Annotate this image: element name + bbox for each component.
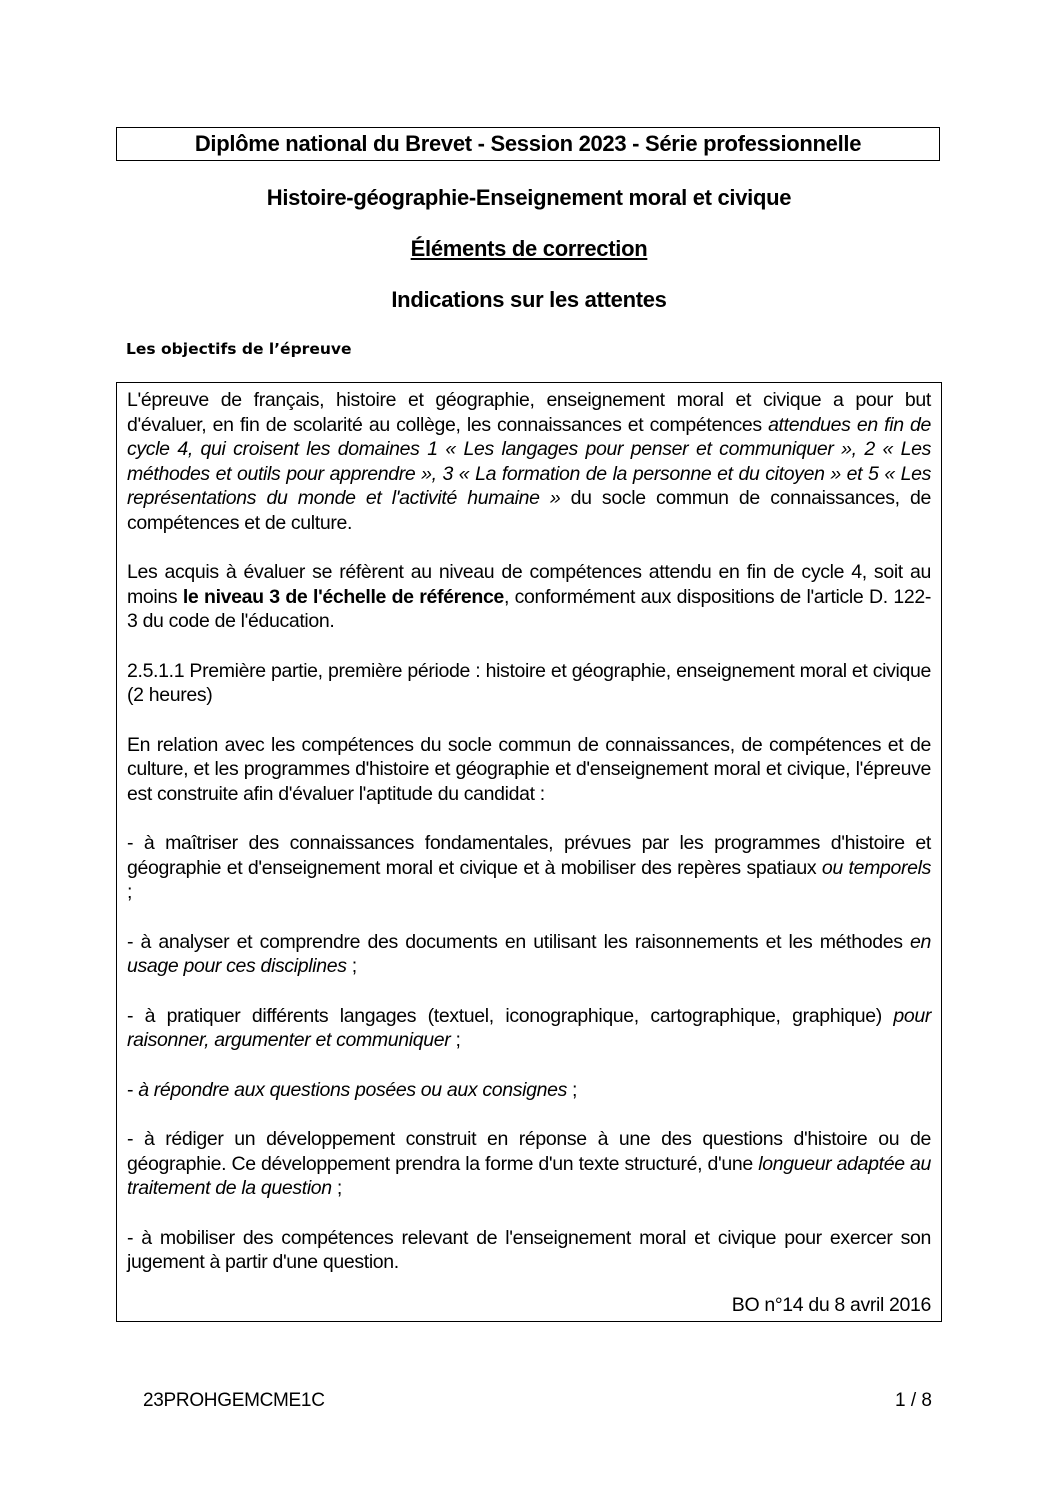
text-span: - à pratiquer différents langages (textuel, iconographique, cartographique, graphique) xyxy=(127,1004,894,1027)
bold-span: le niveau 3 de l'échelle de référence xyxy=(182,585,504,608)
indications-heading: Indications sur les attentes xyxy=(391,287,667,312)
list-item xyxy=(127,1078,931,1103)
paragraph-acquis xyxy=(127,560,931,634)
list-item xyxy=(127,1004,931,1053)
list-item xyxy=(127,1127,931,1201)
text-span: - à mobiliser des compétences relevant de l'enseignement moral et civique pour exercer son jugement à partir d'une question. xyxy=(127,1226,931,1273)
italic-span: ou temporels xyxy=(821,856,931,879)
section-label-objectives: Les objectifs de l’épreuve xyxy=(126,340,352,358)
text-span: ; xyxy=(346,955,357,977)
list-item xyxy=(127,831,931,905)
text-span: Les acquis à évaluer se réfèrent au niveau de compétences attendu en fin de cycle 4, soit au moins xyxy=(127,561,931,608)
text-span: du socle commun de connaissances, de compétences et de culture. xyxy=(127,487,931,534)
document-code: 23PROHGEMCME1C xyxy=(143,1390,325,1411)
exam-title-box xyxy=(116,127,940,161)
list-item xyxy=(127,1226,931,1275)
italic-span: longueur adaptée au traitement de la question xyxy=(127,1152,931,1199)
paragraph-intro xyxy=(127,388,931,535)
page-number: 1 / 8 xyxy=(895,1390,932,1411)
correction-heading: Éléments de correction xyxy=(410,236,648,261)
text-span: - à rédiger un développement construit en réponse à une des questions d'histoire ou de géographie. Ce développement prendra la forme d'un texte structuré, d'une xyxy=(127,1128,931,1175)
text-span: , conformément aux dispositions de l'article D. 122-3 du code de l'éducation. xyxy=(127,585,931,632)
text-span: ; xyxy=(331,1177,342,1199)
subject-heading: Histoire-géographie-Enseignement moral et civique xyxy=(266,185,792,210)
paragraph-relation: En relation avec les compétences du socle commun de connaissances, de compétences et de culture, et les programmes d'histoire et géographie et d'enseignement moral et civique, l'épreuve est construite afin d'évaluer l'aptitude du candidat : xyxy=(127,733,931,805)
exam-title: Diplôme national du Brevet - Session 2023 - Série professionnelle xyxy=(194,131,862,156)
text-span: ; xyxy=(450,1029,461,1051)
italic-span: pour raisonner, argumenter et communiquer xyxy=(127,1004,931,1051)
objectives-box xyxy=(116,382,942,1322)
source-reference: BO n°14 du 8 avril 2016 xyxy=(731,1293,931,1316)
text-span: - xyxy=(127,1078,139,1101)
italic-span: attendues en fin de cycle 4, qui croisent les domaines 1 « Les langages pour penser et communiquer », 2 « Les méthodes et outils pour apprendre », 3 « La formation de la personne et du citoyen » et 5 « Les représentations du monde et l'activité humaine » xyxy=(127,413,931,509)
text-span: - à maîtriser des connaissances fondamentales, prévues par les programmes d'histoire et géographie et d'enseignement moral et civique et à mobiliser des repères spatiaux xyxy=(127,832,931,879)
italic-span: en usage pour ces disciplines xyxy=(127,930,931,977)
text-span: L'épreuve de français, histoire et géographie, enseignement moral et civique a pour but d'évaluer, en fin de scolarité au collège, les connaissances et compétences xyxy=(127,389,931,436)
italic-span: à répondre aux questions posées ou aux consignes xyxy=(138,1078,567,1101)
text-span: ; xyxy=(566,1078,578,1101)
list-item xyxy=(127,930,931,979)
text-span: - à analyser et comprendre des documents en utilisant les raisonnements et les méthodes xyxy=(127,930,910,953)
paragraph-partie: 2.5.1.1 Première partie, première période : histoire et géographie, enseignement moral et civique (2 heures) xyxy=(127,659,931,706)
text-span: ; xyxy=(127,881,133,903)
